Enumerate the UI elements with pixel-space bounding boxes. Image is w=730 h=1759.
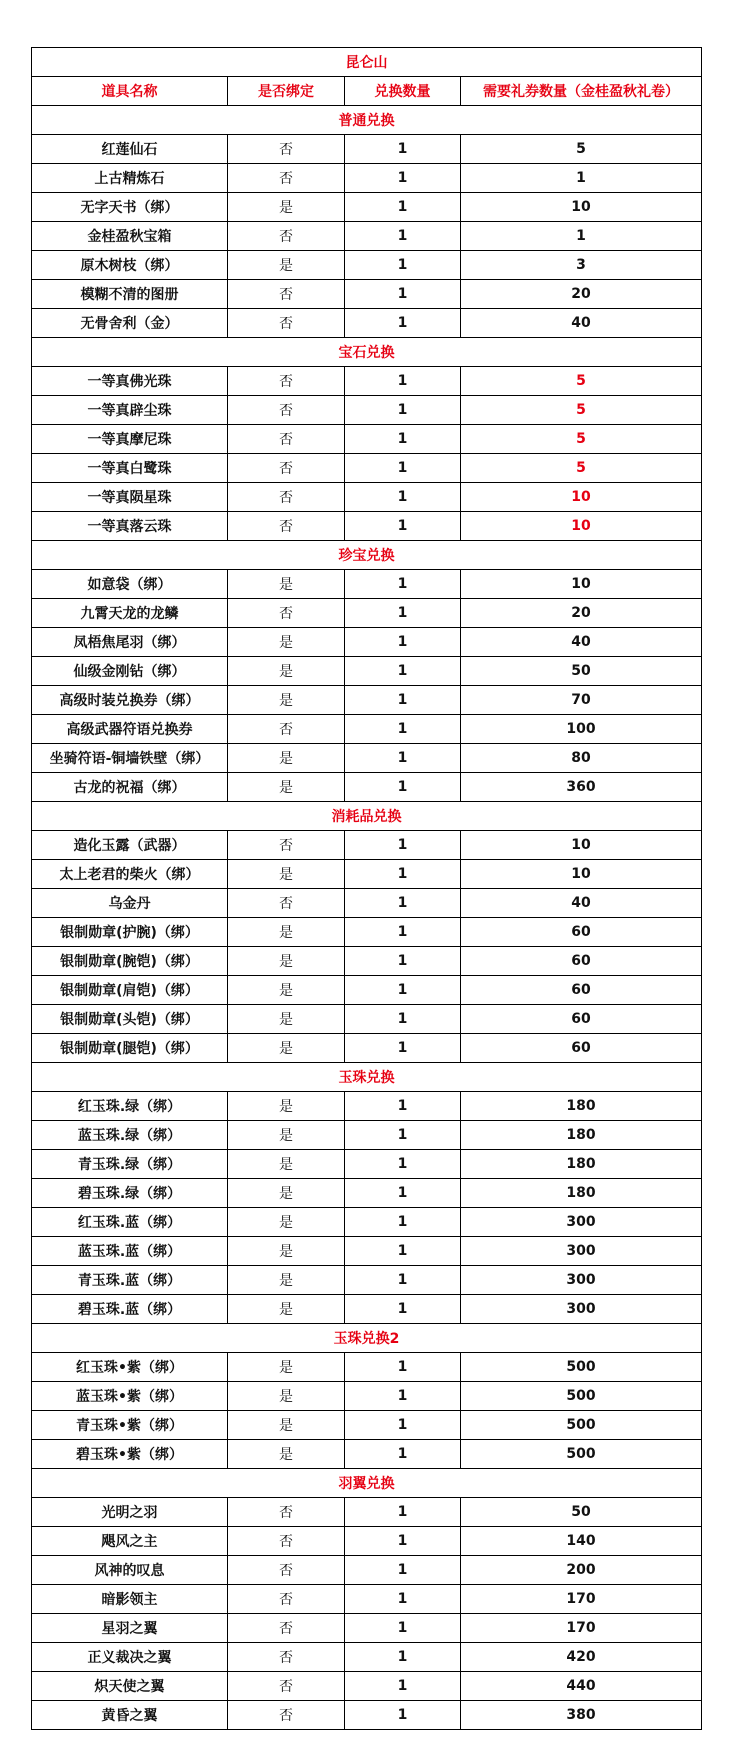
bound-cell: 是 bbox=[228, 1150, 345, 1179]
bound-cell: 否 bbox=[228, 280, 345, 309]
coupon-cost-cell: 170 bbox=[461, 1585, 702, 1614]
item-name-cell: 碧玉珠.绿（绑） bbox=[32, 1179, 228, 1208]
coupon-cost-cell: 20 bbox=[461, 280, 702, 309]
exchange-table-container bbox=[31, 47, 701, 1730]
quantity-cell: 1 bbox=[345, 222, 461, 251]
item-name-cell: 仙级金刚钻（绑） bbox=[32, 657, 228, 686]
item-name-cell: 银制勋章(头铠)（绑） bbox=[32, 1005, 228, 1034]
table-row bbox=[32, 1179, 702, 1208]
coupon-cost-cell: 300 bbox=[461, 1295, 702, 1324]
table-row bbox=[32, 976, 702, 1005]
bound-cell: 是 bbox=[228, 1295, 345, 1324]
bound-cell: 否 bbox=[228, 889, 345, 918]
quantity-cell: 1 bbox=[345, 425, 461, 454]
table-row bbox=[32, 1237, 702, 1266]
section-title: 消耗品兑换 bbox=[32, 802, 702, 831]
coupon-cost-cell: 420 bbox=[461, 1643, 702, 1672]
bound-cell: 是 bbox=[228, 251, 345, 280]
bound-cell: 是 bbox=[228, 976, 345, 1005]
item-name-cell: 青玉珠.绿（绑） bbox=[32, 1150, 228, 1179]
table-row bbox=[32, 1643, 702, 1672]
item-name-cell: 一等真白鹭珠 bbox=[32, 454, 228, 483]
table-row bbox=[32, 251, 702, 280]
coupon-cost-cell: 3 bbox=[461, 251, 702, 280]
table-row bbox=[32, 831, 702, 860]
table-row bbox=[32, 1556, 702, 1585]
table-row bbox=[32, 1527, 702, 1556]
bound-cell: 是 bbox=[228, 744, 345, 773]
bound-cell: 是 bbox=[228, 773, 345, 802]
table-row bbox=[32, 135, 702, 164]
quantity-cell: 1 bbox=[345, 831, 461, 860]
quantity-cell: 1 bbox=[345, 570, 461, 599]
bound-cell: 是 bbox=[228, 1353, 345, 1382]
table-row bbox=[32, 512, 702, 541]
bound-cell: 是 bbox=[228, 1005, 345, 1034]
table-row bbox=[32, 164, 702, 193]
item-name-cell: 乌金丹 bbox=[32, 889, 228, 918]
quantity-cell: 1 bbox=[345, 1005, 461, 1034]
quantity-cell: 1 bbox=[345, 512, 461, 541]
quantity-cell: 1 bbox=[345, 1614, 461, 1643]
table-row bbox=[32, 628, 702, 657]
item-name-cell: 原木树枝（绑） bbox=[32, 251, 228, 280]
coupon-cost-cell: 180 bbox=[461, 1092, 702, 1121]
table-row bbox=[32, 1411, 702, 1440]
item-name-cell: 风神的叹息 bbox=[32, 1556, 228, 1585]
coupon-cost-cell: 500 bbox=[461, 1411, 702, 1440]
item-name-cell: 坐骑符语-铜墙铁壁（绑） bbox=[32, 744, 228, 773]
coupon-cost-cell: 40 bbox=[461, 889, 702, 918]
quantity-cell: 1 bbox=[345, 193, 461, 222]
bound-cell: 是 bbox=[228, 1208, 345, 1237]
bound-cell: 否 bbox=[228, 1643, 345, 1672]
section-title: 宝石兑换 bbox=[32, 338, 702, 367]
quantity-cell: 1 bbox=[345, 1672, 461, 1701]
coupon-cost-cell: 100 bbox=[461, 715, 702, 744]
quantity-cell: 1 bbox=[345, 309, 461, 338]
table-row bbox=[32, 454, 702, 483]
bound-cell: 是 bbox=[228, 860, 345, 889]
coupon-cost-cell: 20 bbox=[461, 599, 702, 628]
bound-cell: 是 bbox=[228, 657, 345, 686]
quantity-cell: 1 bbox=[345, 164, 461, 193]
quantity-cell: 1 bbox=[345, 367, 461, 396]
quantity-cell: 1 bbox=[345, 1411, 461, 1440]
item-name-cell: 碧玉珠•紫（绑） bbox=[32, 1440, 228, 1469]
table-row bbox=[32, 1498, 702, 1527]
item-name-cell: 碧玉珠.蓝（绑） bbox=[32, 1295, 228, 1324]
table-row bbox=[32, 1208, 702, 1237]
quantity-cell: 1 bbox=[345, 483, 461, 512]
section-header-row bbox=[32, 1469, 702, 1498]
table-row bbox=[32, 1092, 702, 1121]
coupon-cost-cell: 60 bbox=[461, 947, 702, 976]
table-row bbox=[32, 686, 702, 715]
quantity-cell: 1 bbox=[345, 1353, 461, 1382]
quantity-cell: 1 bbox=[345, 1701, 461, 1730]
bound-cell: 否 bbox=[228, 396, 345, 425]
item-name-cell: 黄昏之翼 bbox=[32, 1701, 228, 1730]
quantity-cell: 1 bbox=[345, 1237, 461, 1266]
item-name-cell: 古龙的祝福（绑） bbox=[32, 773, 228, 802]
table-row bbox=[32, 1585, 702, 1614]
item-name-cell: 银制勋章(护腕)（绑） bbox=[32, 918, 228, 947]
exchange-table-body bbox=[32, 48, 702, 1730]
coupon-cost-cell: 50 bbox=[461, 1498, 702, 1527]
table-row bbox=[32, 1121, 702, 1150]
coupon-cost-cell: 500 bbox=[461, 1440, 702, 1469]
section-title: 羽翼兑换 bbox=[32, 1469, 702, 1498]
table-row bbox=[32, 1295, 702, 1324]
header-item-name: 道具名称 bbox=[32, 77, 228, 106]
section-header-row bbox=[32, 1324, 702, 1353]
coupon-cost-cell: 380 bbox=[461, 1701, 702, 1730]
item-name-cell: 上古精炼石 bbox=[32, 164, 228, 193]
bound-cell: 否 bbox=[228, 135, 345, 164]
bound-cell: 否 bbox=[228, 222, 345, 251]
coupon-cost-cell: 300 bbox=[461, 1237, 702, 1266]
section-header-row bbox=[32, 802, 702, 831]
quantity-cell: 1 bbox=[345, 1266, 461, 1295]
bound-cell: 是 bbox=[228, 1179, 345, 1208]
table-row bbox=[32, 425, 702, 454]
quantity-cell: 1 bbox=[345, 657, 461, 686]
item-name-cell: 暗影领主 bbox=[32, 1585, 228, 1614]
item-name-cell: 造化玉露（武器） bbox=[32, 831, 228, 860]
coupon-cost-cell: 80 bbox=[461, 744, 702, 773]
quantity-cell: 1 bbox=[345, 686, 461, 715]
quantity-cell: 1 bbox=[345, 454, 461, 483]
coupon-cost-cell: 40 bbox=[461, 309, 702, 338]
table-title: 昆仑山 bbox=[32, 48, 702, 77]
table-row bbox=[32, 1382, 702, 1411]
bound-cell: 是 bbox=[228, 628, 345, 657]
table-row bbox=[32, 715, 702, 744]
bound-cell: 否 bbox=[228, 164, 345, 193]
header-quantity: 兑换数量 bbox=[345, 77, 461, 106]
bound-cell: 是 bbox=[228, 1034, 345, 1063]
coupon-cost-cell: 70 bbox=[461, 686, 702, 715]
quantity-cell: 1 bbox=[345, 1121, 461, 1150]
item-name-cell: 一等真落云珠 bbox=[32, 512, 228, 541]
item-name-cell: 蓝玉珠•紫（绑） bbox=[32, 1382, 228, 1411]
table-row bbox=[32, 1440, 702, 1469]
quantity-cell: 1 bbox=[345, 1556, 461, 1585]
table-row bbox=[32, 773, 702, 802]
bound-cell: 是 bbox=[228, 918, 345, 947]
item-name-cell: 高级武器符语兑换券 bbox=[32, 715, 228, 744]
quantity-cell: 1 bbox=[345, 1092, 461, 1121]
coupon-cost-cell: 10 bbox=[461, 860, 702, 889]
item-name-cell: 蓝玉珠.绿（绑） bbox=[32, 1121, 228, 1150]
item-name-cell: 如意袋（绑） bbox=[32, 570, 228, 599]
bound-cell: 否 bbox=[228, 599, 345, 628]
table-row bbox=[32, 860, 702, 889]
coupon-cost-cell: 5 bbox=[461, 425, 702, 454]
bound-cell: 是 bbox=[228, 686, 345, 715]
exchange-table bbox=[31, 47, 702, 1730]
bound-cell: 否 bbox=[228, 367, 345, 396]
coupon-cost-cell: 170 bbox=[461, 1614, 702, 1643]
bound-cell: 否 bbox=[228, 454, 345, 483]
coupon-cost-cell: 50 bbox=[461, 657, 702, 686]
item-name-cell: 青玉珠.蓝（绑） bbox=[32, 1266, 228, 1295]
section-header-row bbox=[32, 1063, 702, 1092]
section-header-row bbox=[32, 541, 702, 570]
coupon-cost-cell: 60 bbox=[461, 1034, 702, 1063]
table-row bbox=[32, 1266, 702, 1295]
quantity-cell: 1 bbox=[345, 628, 461, 657]
coupon-cost-cell: 500 bbox=[461, 1382, 702, 1411]
coupon-cost-cell: 10 bbox=[461, 512, 702, 541]
table-row bbox=[32, 744, 702, 773]
item-name-cell: 星羽之翼 bbox=[32, 1614, 228, 1643]
bound-cell: 否 bbox=[228, 1527, 345, 1556]
coupon-cost-cell: 180 bbox=[461, 1150, 702, 1179]
quantity-cell: 1 bbox=[345, 889, 461, 918]
coupon-cost-cell: 5 bbox=[461, 454, 702, 483]
item-name-cell: 凤梧焦尾羽（绑） bbox=[32, 628, 228, 657]
quantity-cell: 1 bbox=[345, 1208, 461, 1237]
section-title: 玉珠兑换 bbox=[32, 1063, 702, 1092]
bound-cell: 否 bbox=[228, 309, 345, 338]
table-row bbox=[32, 309, 702, 338]
table-header-row bbox=[32, 77, 702, 106]
quantity-cell: 1 bbox=[345, 715, 461, 744]
coupon-cost-cell: 5 bbox=[461, 135, 702, 164]
quantity-cell: 1 bbox=[345, 1295, 461, 1324]
quantity-cell: 1 bbox=[345, 1150, 461, 1179]
item-name-cell: 金桂盈秋宝箱 bbox=[32, 222, 228, 251]
table-row bbox=[32, 1150, 702, 1179]
coupon-cost-cell: 360 bbox=[461, 773, 702, 802]
item-name-cell: 光明之羽 bbox=[32, 1498, 228, 1527]
bound-cell: 否 bbox=[228, 512, 345, 541]
coupon-cost-cell: 60 bbox=[461, 918, 702, 947]
quantity-cell: 1 bbox=[345, 396, 461, 425]
bound-cell: 是 bbox=[228, 1411, 345, 1440]
table-row bbox=[32, 483, 702, 512]
item-name-cell: 青玉珠•紫（绑） bbox=[32, 1411, 228, 1440]
coupon-cost-cell: 10 bbox=[461, 483, 702, 512]
coupon-cost-cell: 40 bbox=[461, 628, 702, 657]
bound-cell: 是 bbox=[228, 570, 345, 599]
header-coupon-cost: 需要礼券数量（金桂盈秋礼卷） bbox=[461, 77, 702, 106]
bound-cell: 是 bbox=[228, 1237, 345, 1266]
quantity-cell: 1 bbox=[345, 1643, 461, 1672]
item-name-cell: 红玉珠•紫（绑） bbox=[32, 1353, 228, 1382]
coupon-cost-cell: 10 bbox=[461, 570, 702, 599]
item-name-cell: 飓风之主 bbox=[32, 1527, 228, 1556]
item-name-cell: 无字天书（绑） bbox=[32, 193, 228, 222]
bound-cell: 是 bbox=[228, 1121, 345, 1150]
bound-cell: 否 bbox=[228, 831, 345, 860]
table-row bbox=[32, 1614, 702, 1643]
quantity-cell: 1 bbox=[345, 860, 461, 889]
bound-cell: 否 bbox=[228, 1672, 345, 1701]
quantity-cell: 1 bbox=[345, 947, 461, 976]
quantity-cell: 1 bbox=[345, 1179, 461, 1208]
section-title: 玉珠兑换2 bbox=[32, 1324, 702, 1353]
table-row bbox=[32, 1353, 702, 1382]
bound-cell: 否 bbox=[228, 1614, 345, 1643]
bound-cell: 是 bbox=[228, 1266, 345, 1295]
quantity-cell: 1 bbox=[345, 773, 461, 802]
quantity-cell: 1 bbox=[345, 744, 461, 773]
coupon-cost-cell: 5 bbox=[461, 367, 702, 396]
table-row bbox=[32, 396, 702, 425]
item-name-cell: 一等真辟尘珠 bbox=[32, 396, 228, 425]
bound-cell: 否 bbox=[228, 715, 345, 744]
item-name-cell: 一等真陨星珠 bbox=[32, 483, 228, 512]
item-name-cell: 太上老君的柴火（绑） bbox=[32, 860, 228, 889]
coupon-cost-cell: 10 bbox=[461, 831, 702, 860]
section-title: 珍宝兑换 bbox=[32, 541, 702, 570]
table-row bbox=[32, 280, 702, 309]
bound-cell: 否 bbox=[228, 425, 345, 454]
coupon-cost-cell: 1 bbox=[461, 222, 702, 251]
bound-cell: 否 bbox=[228, 1556, 345, 1585]
quantity-cell: 1 bbox=[345, 1498, 461, 1527]
item-name-cell: 红玉珠.绿（绑） bbox=[32, 1092, 228, 1121]
bound-cell: 是 bbox=[228, 1382, 345, 1411]
quantity-cell: 1 bbox=[345, 1382, 461, 1411]
table-row bbox=[32, 1701, 702, 1730]
header-bound: 是否绑定 bbox=[228, 77, 345, 106]
item-name-cell: 九霄天龙的龙鳞 bbox=[32, 599, 228, 628]
coupon-cost-cell: 440 bbox=[461, 1672, 702, 1701]
quantity-cell: 1 bbox=[345, 918, 461, 947]
coupon-cost-cell: 60 bbox=[461, 976, 702, 1005]
quantity-cell: 1 bbox=[345, 1527, 461, 1556]
coupon-cost-cell: 140 bbox=[461, 1527, 702, 1556]
quantity-cell: 1 bbox=[345, 251, 461, 280]
coupon-cost-cell: 180 bbox=[461, 1179, 702, 1208]
item-name-cell: 银制勋章(肩铠)（绑） bbox=[32, 976, 228, 1005]
bound-cell: 否 bbox=[228, 1498, 345, 1527]
item-name-cell: 正义裁决之翼 bbox=[32, 1643, 228, 1672]
table-row bbox=[32, 1672, 702, 1701]
table-title-row bbox=[32, 48, 702, 77]
coupon-cost-cell: 500 bbox=[461, 1353, 702, 1382]
bound-cell: 否 bbox=[228, 483, 345, 512]
bound-cell: 是 bbox=[228, 193, 345, 222]
table-row bbox=[32, 918, 702, 947]
table-row bbox=[32, 1034, 702, 1063]
section-title: 普通兑换 bbox=[32, 106, 702, 135]
quantity-cell: 1 bbox=[345, 280, 461, 309]
section-header-row bbox=[32, 106, 702, 135]
item-name-cell: 一等真佛光珠 bbox=[32, 367, 228, 396]
coupon-cost-cell: 10 bbox=[461, 193, 702, 222]
coupon-cost-cell: 5 bbox=[461, 396, 702, 425]
item-name-cell: 炽天使之翼 bbox=[32, 1672, 228, 1701]
coupon-cost-cell: 60 bbox=[461, 1005, 702, 1034]
item-name-cell: 银制勋章(腿铠)（绑） bbox=[32, 1034, 228, 1063]
section-header-row bbox=[32, 338, 702, 367]
table-row bbox=[32, 889, 702, 918]
item-name-cell: 红玉珠.蓝（绑） bbox=[32, 1208, 228, 1237]
item-name-cell: 红莲仙石 bbox=[32, 135, 228, 164]
coupon-cost-cell: 300 bbox=[461, 1266, 702, 1295]
bound-cell: 否 bbox=[228, 1585, 345, 1614]
table-row bbox=[32, 599, 702, 628]
table-row bbox=[32, 570, 702, 599]
item-name-cell: 模糊不清的图册 bbox=[32, 280, 228, 309]
table-row bbox=[32, 367, 702, 396]
coupon-cost-cell: 180 bbox=[461, 1121, 702, 1150]
table-row bbox=[32, 193, 702, 222]
bound-cell: 是 bbox=[228, 947, 345, 976]
quantity-cell: 1 bbox=[345, 1585, 461, 1614]
quantity-cell: 1 bbox=[345, 599, 461, 628]
item-name-cell: 一等真摩尼珠 bbox=[32, 425, 228, 454]
quantity-cell: 1 bbox=[345, 1034, 461, 1063]
item-name-cell: 银制勋章(腕铠)（绑） bbox=[32, 947, 228, 976]
coupon-cost-cell: 200 bbox=[461, 1556, 702, 1585]
item-name-cell: 高级时装兑换券（绑） bbox=[32, 686, 228, 715]
table-row bbox=[32, 222, 702, 251]
item-name-cell: 无骨舍利（金） bbox=[32, 309, 228, 338]
coupon-cost-cell: 1 bbox=[461, 164, 702, 193]
quantity-cell: 1 bbox=[345, 1440, 461, 1469]
table-row bbox=[32, 657, 702, 686]
bound-cell: 否 bbox=[228, 1701, 345, 1730]
item-name-cell: 蓝玉珠.蓝（绑） bbox=[32, 1237, 228, 1266]
coupon-cost-cell: 300 bbox=[461, 1208, 702, 1237]
quantity-cell: 1 bbox=[345, 135, 461, 164]
table-row bbox=[32, 1005, 702, 1034]
quantity-cell: 1 bbox=[345, 976, 461, 1005]
table-row bbox=[32, 947, 702, 976]
bound-cell: 是 bbox=[228, 1440, 345, 1469]
bound-cell: 是 bbox=[228, 1092, 345, 1121]
